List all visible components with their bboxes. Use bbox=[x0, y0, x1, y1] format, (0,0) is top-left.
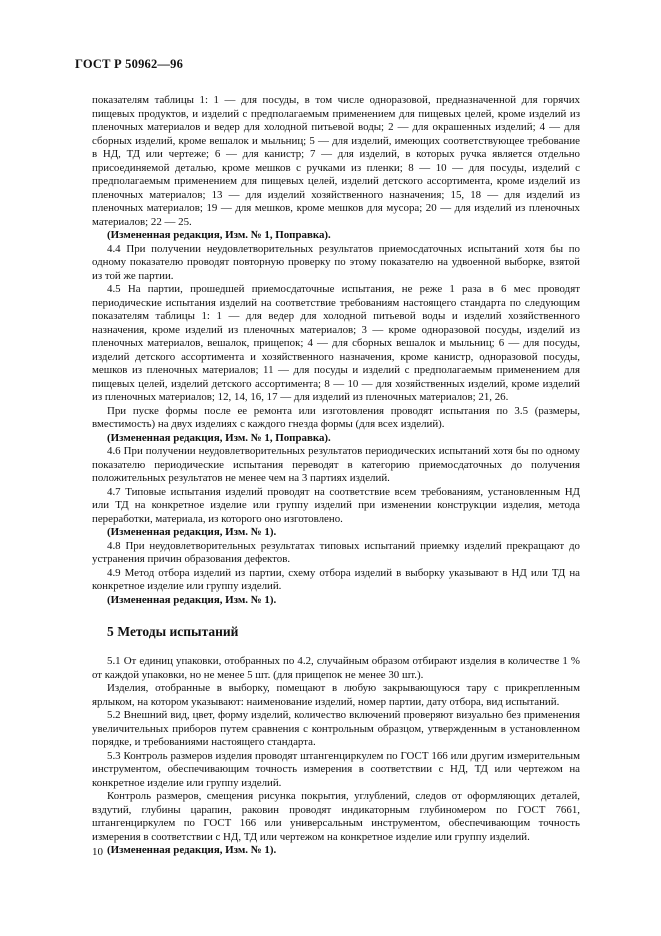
clause-4-7: 4.7 Типовые испытания изделий проводят на соответствие всем требованиям, установленным НД или ТД на конкретное изделие или группу изделий при изменении конструкции изделия, метода переработки, материала, из которого оно изготовлено. bbox=[92, 485, 580, 525]
clause-4-6: 4.6 При получении неудовлетворительных результатов периодических испытаний хотя бы по одному показателю периодические испытания переводят в категорию приемосдаточных до получения положительных результатов не менее чем на 3 партиях изделий. bbox=[92, 445, 580, 484]
section-number: 5 bbox=[107, 624, 114, 639]
paragraph: показателям таблицы 1: 1 — для посуды, в том числе одноразовой, предназначенной для горячих пищевых продуктов, и изделий с предполагаемым применением для пищевых целей, кроме изделий из пленочных материалов и ведер для холодной питьевой воды; 2 — для окрашенных изделий; 4 — для сборных изделий, кроме вешалок и мыльниц; 5 — для изделий, имеющих соответствующее требование в НД, ТД или чертеже; 6 — для канистр; 7 — для изделий, в которых ручка является отдельно присоединяемой деталью, кроме мешков с ручками из пленки; 8 — 10 — для посуды, изделий с предполагаемым применением для пищевых целей, изделий детского ассортимента, кроме изделий из пленочных материалов; 13 — для изделий хозяйственного назначения; 15, 18 — для изделий из пленочных материалов; 19 — для мешков, кроме мешков для мусора; 20 — для изделий из пленочных материалов; 22 — 25. bbox=[92, 94, 580, 228]
clause-5-3: 5.3 Контроль размеров изделия проводят штангенциркулем по ГОСТ 166 или другим измерительным инструментом, обеспечивающим точность измерения в соответствии с НД, ТД или чертежом на конкретное изделие или группу изделий. bbox=[92, 749, 580, 789]
clause-4-8: 4.8 При неудовлетворительных результатах типовых испытаний приемку изделий прекращают до устранения причин образования дефектов. bbox=[92, 539, 580, 565]
section-heading bbox=[92, 624, 580, 640]
paragraph: Контроль размеров, смещения рисунка покрытия, углублений, следов от оформляющих деталей, вздутий, глубины царапин, раковин проводят индикаторным глубиномером по ГОСТ 7661, штангенциркулем по ГОСТ 166 или универсальным инструментом, обеспечивающим точность измерения в соответствии с НД, ТД или чертежом на конкретное изделие или группу изделий. bbox=[92, 790, 580, 843]
amendment-note: (Измененная редакция, Изм. № 1, Поправка). bbox=[107, 229, 331, 241]
clause-4-5: 4.5 На партии, прошедшей приемосдаточные испытания, не реже 1 раза в 6 мес проводят периодические испытания изделий на соответствие требованиям настоящего стандарта по следующим показателям таблицы 1: 1 — для ведер для холодной питьевой воды и изделий хозяйственного назначения, кроме изделий из пленочных материалов; 3 — кроме одноразовой посуды, изделий из пленочных материалов, вешалок, прищепок; 4 — для сборных вешалок и мыльниц; 6 — для посуды, изделий детского ассортимента и хозяйственного назначения, кроме канистр, одноразовой посуды, мешков из пленочных материалов; 11 — для посуды и изделий с предполагаемым применением для пищевых целей, изделий детского ассортимента; 8 — 10 — для хозяйственных изделий, кроме изделий из пленочных материалов; 12, 14, 16, 17 — для изделий из пленочных материалов; 21, 26. bbox=[92, 283, 580, 403]
page-header: ГОСТ Р 50962—96 bbox=[75, 57, 184, 71]
clause-5-2: 5.2 Внешний вид, цвет, форму изделий, количество включений проверяют визуально без применения увеличительных приборов путем сравнения с контрольным образцом, утвержденным в установленном порядке, и требованиями настоящего стандарта. bbox=[92, 709, 580, 748]
section-title: Методы испытаний bbox=[117, 624, 239, 639]
paragraph: Изделия, отобранные в выборку, помещают в любую закрывающуюся тару с прикрепленным ярлыком, на котором указывают: наименование изделий, номер партии, дату отбора, вид испытаний. bbox=[92, 682, 580, 708]
page-number: 10 bbox=[92, 846, 103, 858]
amendment-note: (Измененная редакция, Изм. № 1). bbox=[107, 593, 277, 606]
paragraph: При пуске формы после ее ремонта или изготовления проводят испытания по 3.5 (размеры, вместимость) на двух изделиях с каждого гнезда формы (для всех изделий). bbox=[92, 404, 580, 430]
amendment-note: (Измененная редакция, Изм. № 1). bbox=[107, 526, 277, 538]
amendment-note: (Измененная редакция, Изм. № 1, Поправка). bbox=[107, 431, 331, 444]
clause-5-1: 5.1 От единиц упаковки, отобранных по 4.2, случайным образом отбирают изделия в количестве 1 % от каждой упаковки, но не менее 5 шт. (для прищепок не менее 30 шт.). bbox=[92, 655, 580, 681]
page-body bbox=[92, 94, 580, 858]
clause-4-9: 4.9 Метод отбора изделий из партии, схему отбора изделий в выборку указывают в НД или ТД на конкретное изделие или группу изделий. bbox=[92, 566, 580, 592]
clause-4-4: 4.4 При получении неудовлетворительных результатов приемосдаточных испытаний хотя бы по одному показателю проводят повторную проверку по этому показателю на удвоенной выборке, взятой из той же партии. bbox=[92, 242, 580, 282]
amendment-note: (Измененная редакция, Изм. № 1). bbox=[107, 844, 277, 856]
